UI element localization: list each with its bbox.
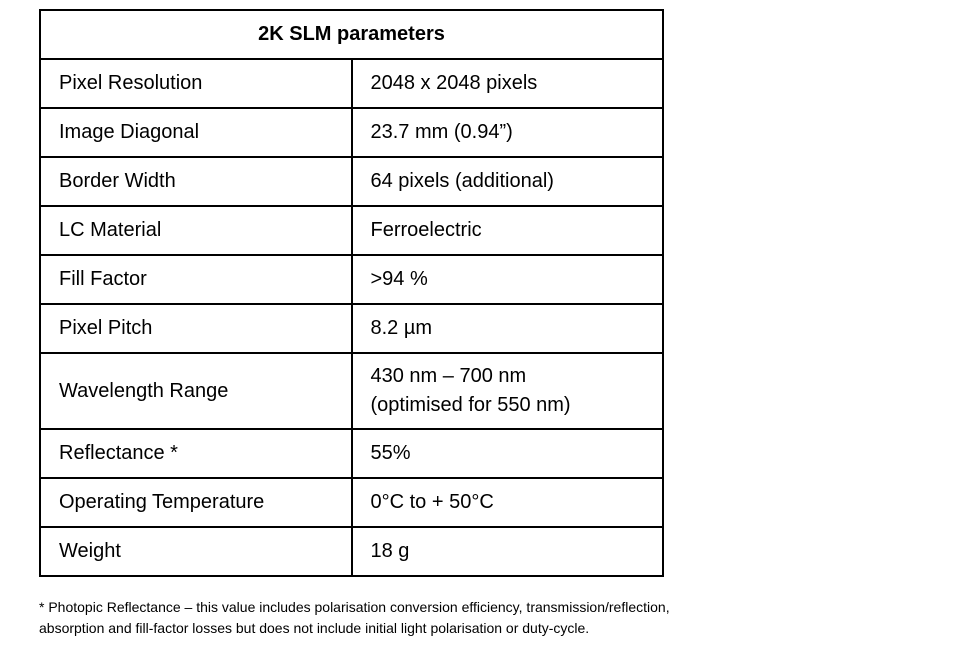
param-image-diagonal: Image Diagonal [40,108,352,157]
table-row [40,157,663,206]
param-border-width: Border Width [40,157,352,206]
value-line: 2048 x 2048 pixels [370,72,538,94]
value-pixel-resolution [352,59,664,108]
table-row [40,304,663,353]
value-reflectance [352,429,664,478]
param-wavelength-range: Wavelength Range [40,353,352,429]
param-pixel-pitch: Pixel Pitch [40,304,352,353]
param-reflectance: Reflectance * [40,429,352,478]
param-lc-material: LC Material [40,206,352,255]
value-border-width [352,157,664,206]
param-operating-temperature: Operating Temperature [40,478,352,527]
table-title-row [40,10,663,59]
value-operating-temperature [352,478,664,527]
param-fill-factor: Fill Factor [40,255,352,304]
value-line: 8.2 µm [370,317,433,339]
value-pixel-pitch [352,304,664,353]
value-image-diagonal [352,108,664,157]
table-row [40,527,663,576]
value-line: 55% [370,442,411,464]
value-weight [352,527,664,576]
table-row [40,108,663,157]
table-row [40,429,663,478]
value-line: (optimised for 550 nm) [370,394,571,416]
param-pixel-resolution: Pixel Resolution [40,59,352,108]
table-row [40,478,663,527]
table-row [40,353,663,429]
value-wavelength-range [352,353,664,429]
table-row [40,206,663,255]
value-line: 0°C to + 50°C [370,491,494,513]
value-lc-material [352,206,664,255]
table-row [40,255,663,304]
param-weight: Weight [40,527,352,576]
value-fill-factor [352,255,664,304]
value-line: 18 g [370,540,410,562]
table-title: 2K SLM parameters [40,10,663,59]
value-line: Ferroelectric [370,219,482,241]
value-line: 23.7 mm (0.94”) [370,121,513,143]
value-line: 64 pixels (additional) [370,170,554,192]
value-line: >94 % [370,268,428,290]
table-row [40,59,663,108]
slm-parameters-table [39,9,664,577]
value-line: 430 nm – 700 nm [370,365,527,387]
footnote: * Photopic Reflectance – this value includes polarisation conversion efficiency, transmission/reflection, absorption and fill-factor losses but does not include initial light polarisation or duty-cycle. [39,599,670,636]
